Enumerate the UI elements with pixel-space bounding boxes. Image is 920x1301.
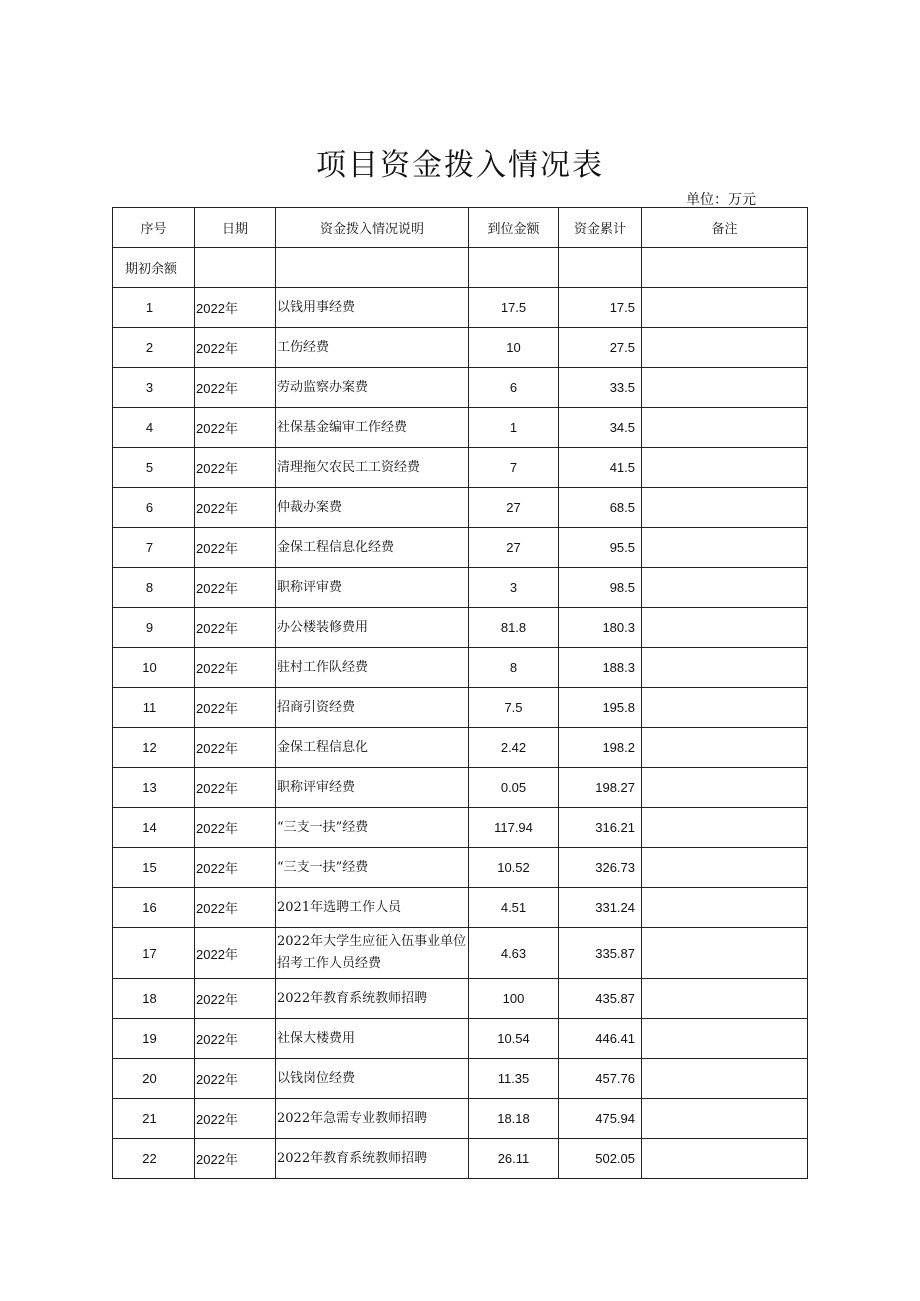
amount-cell: 100 <box>469 979 559 1019</box>
table-row <box>113 888 808 928</box>
desc-cell: 仲裁办案费 <box>276 488 469 528</box>
date-cell: 2022年 <box>195 1059 276 1099</box>
cumulative-cell: 41.5 <box>559 448 642 488</box>
cumulative-cell: 326.73 <box>559 848 642 888</box>
note-cell <box>642 488 808 528</box>
table-row <box>113 528 808 568</box>
seq-cell: 4 <box>113 408 195 448</box>
note-cell <box>642 448 808 488</box>
note-cell <box>642 608 808 648</box>
table-row <box>113 608 808 648</box>
note-cell <box>642 408 808 448</box>
seq-cell: 12 <box>113 728 195 768</box>
opening-balance-row <box>113 248 808 288</box>
table-row <box>113 728 808 768</box>
date-cell: 2022年 <box>195 1019 276 1059</box>
seq-cell: 8 <box>113 568 195 608</box>
table-row <box>113 808 808 848</box>
cumulative-cell: 435.87 <box>559 979 642 1019</box>
desc-cell: 招商引资经费 <box>276 688 469 728</box>
date-cell: 2022年 <box>195 488 276 528</box>
table-row <box>113 448 808 488</box>
desc-cell: 2021年选聘工作人员 <box>276 888 469 928</box>
date-cell: 2022年 <box>195 288 276 328</box>
table-row <box>113 568 808 608</box>
note-cell <box>642 848 808 888</box>
cumulative-cell: 180.3 <box>559 608 642 648</box>
note-cell <box>642 568 808 608</box>
date-cell: 2022年 <box>195 368 276 408</box>
seq-cell: 7 <box>113 528 195 568</box>
header-date: 日期 <box>195 208 276 248</box>
desc-cell: 职称评审费 <box>276 568 469 608</box>
amount-cell: 26.11 <box>469 1139 559 1179</box>
desc-cell: 社保大楼费用 <box>276 1019 469 1059</box>
header-seq: 序号 <box>113 208 195 248</box>
cumulative-cell: 446.41 <box>559 1019 642 1059</box>
cumulative-cell: 17.5 <box>559 288 642 328</box>
amount-cell: 10 <box>469 328 559 368</box>
cumulative-cell: 188.3 <box>559 648 642 688</box>
table-row <box>113 1099 808 1139</box>
table-row <box>113 288 808 328</box>
desc-cell: 2022年急需专业教师招聘 <box>276 1099 469 1139</box>
cumulative-cell: 331.24 <box>559 888 642 928</box>
seq-cell: 15 <box>113 848 195 888</box>
table-row <box>113 408 808 448</box>
amount-cell: 0.05 <box>469 768 559 808</box>
cumulative-cell: 457.76 <box>559 1059 642 1099</box>
desc-cell: 2022年大学生应征入伍事业单位招考工作人员经费 <box>276 928 469 979</box>
table-row <box>113 368 808 408</box>
note-cell <box>642 288 808 328</box>
seq-cell: 5 <box>113 448 195 488</box>
date-cell: 2022年 <box>195 408 276 448</box>
cumulative-cell: 27.5 <box>559 328 642 368</box>
seq-cell: 11 <box>113 688 195 728</box>
opening-note-cell <box>642 248 808 288</box>
cumulative-cell: 316.21 <box>559 808 642 848</box>
desc-cell: 金保工程信息化 <box>276 728 469 768</box>
note-cell <box>642 1059 808 1099</box>
amount-cell: 11.35 <box>469 1059 559 1099</box>
amount-cell: 4.63 <box>469 928 559 979</box>
note-cell <box>642 808 808 848</box>
desc-cell: 2022年教育系统教师招聘 <box>276 1139 469 1179</box>
seq-cell: 1 <box>113 288 195 328</box>
desc-cell: 清理拖欠农民工工资经费 <box>276 448 469 488</box>
date-cell: 2022年 <box>195 1139 276 1179</box>
date-cell: 2022年 <box>195 848 276 888</box>
seq-cell: 19 <box>113 1019 195 1059</box>
seq-cell: 16 <box>113 888 195 928</box>
date-cell: 2022年 <box>195 888 276 928</box>
note-cell <box>642 728 808 768</box>
opening-cumulative-cell <box>559 248 642 288</box>
header-desc: 资金拨入情况说明 <box>276 208 469 248</box>
amount-cell: 18.18 <box>469 1099 559 1139</box>
date-cell: 2022年 <box>195 648 276 688</box>
seq-cell: 17 <box>113 928 195 979</box>
cumulative-cell: 68.5 <box>559 488 642 528</box>
note-cell <box>642 368 808 408</box>
table-row <box>113 979 808 1019</box>
desc-cell: 社保基金编审工作经费 <box>276 408 469 448</box>
header-note: 备注 <box>642 208 808 248</box>
desc-cell: 金保工程信息化经费 <box>276 528 469 568</box>
seq-cell: 6 <box>113 488 195 528</box>
amount-cell: 6 <box>469 368 559 408</box>
table-row <box>113 768 808 808</box>
table-row <box>113 688 808 728</box>
note-cell <box>642 648 808 688</box>
amount-cell: 117.94 <box>469 808 559 848</box>
cumulative-cell: 335.87 <box>559 928 642 979</box>
amount-cell: 4.51 <box>469 888 559 928</box>
opening-amount-cell <box>469 248 559 288</box>
date-cell: 2022年 <box>195 528 276 568</box>
date-cell: 2022年 <box>195 768 276 808</box>
date-cell: 2022年 <box>195 608 276 648</box>
cumulative-cell: 198.2 <box>559 728 642 768</box>
date-cell: 2022年 <box>195 688 276 728</box>
cumulative-cell: 95.5 <box>559 528 642 568</box>
page-title: 项目资金拨入情况表 <box>316 148 604 183</box>
opening-desc-cell <box>276 248 469 288</box>
note-cell <box>642 888 808 928</box>
desc-cell: 工伤经费 <box>276 328 469 368</box>
cumulative-cell: 98.5 <box>559 568 642 608</box>
note-cell <box>642 528 808 568</box>
note-cell <box>642 928 808 979</box>
header-amount: 到位金额 <box>469 208 559 248</box>
table-row <box>113 1139 808 1179</box>
note-cell <box>642 688 808 728</box>
amount-cell: 3 <box>469 568 559 608</box>
table-row <box>113 848 808 888</box>
header-row <box>113 208 808 248</box>
date-cell: 2022年 <box>195 1099 276 1139</box>
desc-cell: “三支一扶”经费 <box>276 808 469 848</box>
seq-cell: 9 <box>113 608 195 648</box>
seq-cell: 3 <box>113 368 195 408</box>
note-cell <box>642 1099 808 1139</box>
amount-cell: 7.5 <box>469 688 559 728</box>
amount-cell: 10.52 <box>469 848 559 888</box>
desc-cell: 以钱岗位经费 <box>276 1059 469 1099</box>
table-row <box>113 648 808 688</box>
seq-cell: 20 <box>113 1059 195 1099</box>
desc-cell: 驻村工作队经费 <box>276 648 469 688</box>
cumulative-cell: 33.5 <box>559 368 642 408</box>
seq-cell: 13 <box>113 768 195 808</box>
date-cell: 2022年 <box>195 728 276 768</box>
table-row <box>113 1019 808 1059</box>
note-cell <box>642 1019 808 1059</box>
desc-cell: 劳动监察办案费 <box>276 368 469 408</box>
cumulative-cell: 198.27 <box>559 768 642 808</box>
amount-cell: 2.42 <box>469 728 559 768</box>
desc-cell: 2022年教育系统教师招聘 <box>276 979 469 1019</box>
seq-cell: 22 <box>113 1139 195 1179</box>
date-cell: 2022年 <box>195 328 276 368</box>
opening-date-cell <box>195 248 276 288</box>
cumulative-cell: 195.8 <box>559 688 642 728</box>
amount-cell: 27 <box>469 528 559 568</box>
date-cell: 2022年 <box>195 979 276 1019</box>
note-cell <box>642 1139 808 1179</box>
date-cell: 2022年 <box>195 928 276 979</box>
amount-cell: 8 <box>469 648 559 688</box>
funding-table <box>112 207 808 1179</box>
table-row <box>113 928 808 979</box>
opening-balance-label: 期初余额 <box>113 248 195 288</box>
amount-cell: 7 <box>469 448 559 488</box>
table-row <box>113 328 808 368</box>
seq-cell: 14 <box>113 808 195 848</box>
date-cell: 2022年 <box>195 448 276 488</box>
table-row <box>113 488 808 528</box>
amount-cell: 81.8 <box>469 608 559 648</box>
amount-cell: 10.54 <box>469 1019 559 1059</box>
date-cell: 2022年 <box>195 568 276 608</box>
table-row <box>113 1059 808 1099</box>
header-cumulative: 资金累计 <box>559 208 642 248</box>
cumulative-cell: 34.5 <box>559 408 642 448</box>
unit-label: 单位：万元 <box>686 192 756 208</box>
amount-cell: 17.5 <box>469 288 559 328</box>
seq-cell: 10 <box>113 648 195 688</box>
desc-cell: 办公楼装修费用 <box>276 608 469 648</box>
desc-cell: 职称评审经费 <box>276 768 469 808</box>
date-cell: 2022年 <box>195 808 276 848</box>
seq-cell: 2 <box>113 328 195 368</box>
seq-cell: 18 <box>113 979 195 1019</box>
cumulative-cell: 502.05 <box>559 1139 642 1179</box>
note-cell <box>642 768 808 808</box>
desc-cell: 以钱用事经费 <box>276 288 469 328</box>
cumulative-cell: 475.94 <box>559 1099 642 1139</box>
amount-cell: 1 <box>469 408 559 448</box>
seq-cell: 21 <box>113 1099 195 1139</box>
note-cell <box>642 328 808 368</box>
note-cell <box>642 979 808 1019</box>
desc-cell: “三支一扶”经费 <box>276 848 469 888</box>
amount-cell: 27 <box>469 488 559 528</box>
